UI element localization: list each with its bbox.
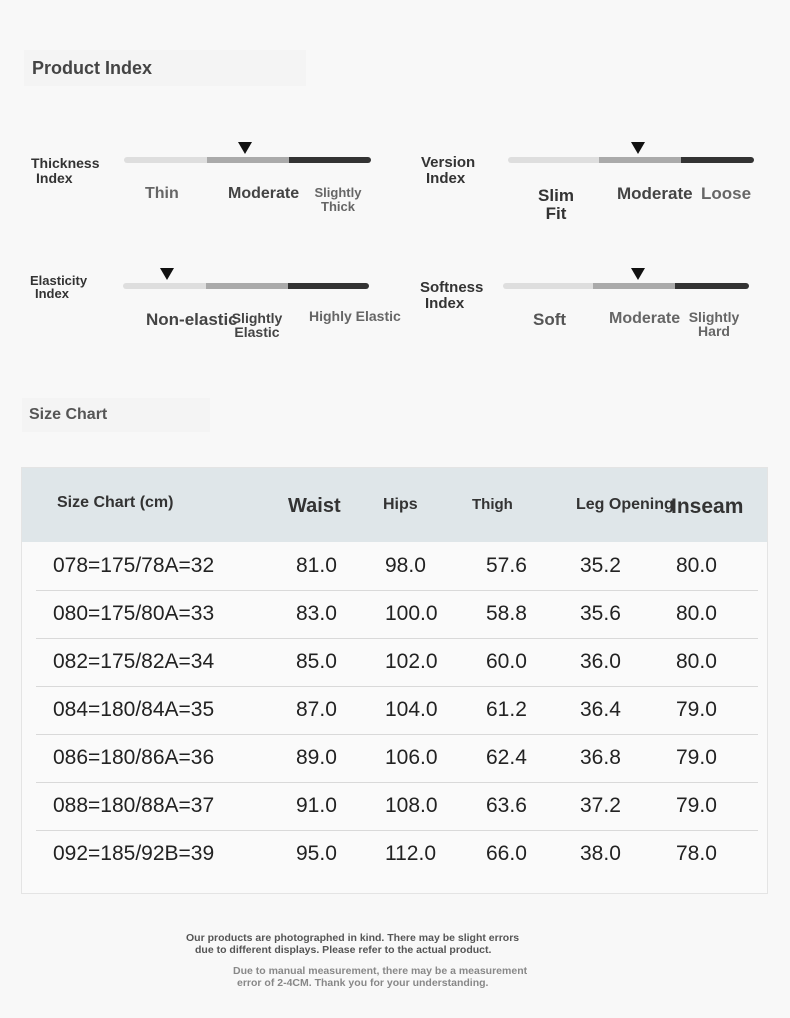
softness-index [420, 266, 790, 356]
photo-disclaimer-line1: Our products are photographed in kind. There may be slight errors [186, 932, 520, 944]
elasticity-option-slightly-elastic: Slightly Elastic [231, 310, 283, 340]
cell-size: 088=180/88A=37 [53, 794, 215, 817]
cell-thigh: 60.0 [486, 650, 527, 673]
softness-option-slightly-hard: Slightly Hard [688, 309, 740, 339]
photo-disclaimer [186, 932, 519, 956]
version-marker-icon [631, 142, 645, 154]
cell-hips: 102.0 [385, 650, 438, 673]
size-chart-heading: Size Chart [22, 398, 210, 432]
cell-hips: 100.0 [385, 602, 438, 625]
measurement-disclaimer-line1: Due to manual measurement, there may be a measurement [233, 965, 528, 977]
table-row [36, 590, 758, 639]
cell-inseam: 80.0 [676, 554, 717, 577]
table-row [36, 638, 758, 687]
cell-inseam: 80.0 [676, 602, 717, 625]
cell-leg-opening: 36.0 [580, 650, 621, 673]
thickness-index-label [31, 156, 99, 186]
cell-leg-opening: 38.0 [580, 842, 621, 865]
cell-inseam: 79.0 [676, 794, 717, 817]
column-header-leg-opening: Leg Opening [576, 496, 674, 513]
elasticity-option-non-elastic: Non-elastic [146, 310, 238, 329]
column-header-inseam: Inseam [671, 495, 744, 518]
table-header [22, 468, 767, 542]
cell-thigh: 57.6 [486, 554, 527, 577]
elasticity-label-line2: Index [35, 286, 69, 301]
column-header-size: Size Chart (cm) [57, 494, 174, 511]
thickness-option-slightly-thick: Slightly Thick [314, 185, 362, 214]
thickness-label-line1: Thickness [31, 155, 100, 171]
cell-leg-opening: 36.4 [580, 698, 621, 721]
table-row [36, 542, 758, 591]
cell-waist: 81.0 [296, 554, 337, 577]
size-chart-table [21, 467, 768, 894]
thickness-marker-icon [238, 142, 252, 154]
cell-hips: 106.0 [385, 746, 438, 769]
table-row [36, 686, 758, 735]
cell-thigh: 61.2 [486, 698, 527, 721]
product-index-heading: Product Index [24, 50, 306, 86]
cell-waist: 89.0 [296, 746, 337, 769]
cell-inseam: 80.0 [676, 650, 717, 673]
softness-marker-icon [631, 268, 645, 280]
elasticity-option-highly-elastic: Highly Elastic [309, 308, 401, 324]
cell-waist: 83.0 [296, 602, 337, 625]
softness-label-line1: Softness [420, 279, 484, 296]
cell-inseam: 79.0 [676, 746, 717, 769]
cell-leg-opening: 36.8 [580, 746, 621, 769]
measurement-disclaimer [233, 965, 527, 989]
version-option-slim-fit: Slim Fit [538, 186, 574, 223]
elasticity-marker-icon [160, 268, 174, 280]
thickness-option-thin: Thin [145, 185, 179, 202]
cell-inseam: 79.0 [676, 698, 717, 721]
version-option-loose: Loose [701, 184, 752, 203]
cell-waist: 87.0 [296, 698, 337, 721]
version-label-line1: Version [421, 154, 476, 171]
table-row [36, 734, 758, 783]
cell-leg-opening: 35.6 [580, 602, 621, 625]
thickness-option-moderate: Moderate [228, 185, 300, 202]
version-index [421, 140, 790, 230]
elasticity-index-label [30, 274, 87, 300]
measurement-disclaimer-line2: error of 2-4CM. Thank you for your understanding. [237, 977, 489, 989]
cell-thigh: 63.6 [486, 794, 527, 817]
cell-waist: 85.0 [296, 650, 337, 673]
cell-thigh: 66.0 [486, 842, 527, 865]
elasticity-index [30, 266, 400, 356]
column-header-thigh: Thigh [472, 496, 513, 513]
photo-disclaimer-line2: due to different displays. Please refer to the actual product. [195, 944, 492, 956]
version-index-label [421, 155, 475, 187]
cell-thigh: 62.4 [486, 746, 527, 769]
thickness-index [31, 140, 401, 230]
softness-scale [503, 283, 749, 289]
cell-size: 082=175/82A=34 [53, 650, 215, 673]
column-header-hips: Hips [383, 496, 418, 513]
thickness-scale [124, 157, 371, 163]
cell-size: 092=185/92B=39 [53, 842, 215, 865]
column-header-waist: Waist [288, 495, 341, 517]
cell-leg-opening: 37.2 [580, 794, 621, 817]
cell-waist: 95.0 [296, 842, 337, 865]
softness-option-moderate: Moderate [609, 310, 681, 327]
cell-hips: 98.0 [385, 554, 426, 577]
table-row [36, 782, 758, 831]
version-label-line2: Index [426, 170, 466, 187]
cell-waist: 91.0 [296, 794, 337, 817]
softness-index-label [420, 280, 483, 312]
elasticity-scale [123, 283, 369, 289]
cell-inseam: 78.0 [676, 842, 717, 865]
cell-hips: 108.0 [385, 794, 438, 817]
cell-thigh: 58.8 [486, 602, 527, 625]
thickness-label-line2: Index [36, 170, 73, 186]
elasticity-label-line1: Elasticity [30, 273, 88, 288]
cell-hips: 112.0 [385, 842, 436, 865]
cell-hips: 104.0 [385, 698, 438, 721]
table-row [36, 830, 758, 878]
cell-size: 080=175/80A=33 [53, 602, 215, 625]
softness-option-soft: Soft [533, 310, 567, 329]
softness-label-line2: Index [425, 295, 465, 312]
cell-leg-opening: 35.2 [580, 554, 621, 577]
cell-size: 086=180/86A=36 [53, 746, 215, 769]
cell-size: 084=180/84A=35 [53, 698, 215, 721]
version-option-moderate: Moderate [617, 184, 693, 203]
cell-size: 078=175/78A=32 [53, 554, 215, 577]
version-scale [508, 157, 754, 163]
